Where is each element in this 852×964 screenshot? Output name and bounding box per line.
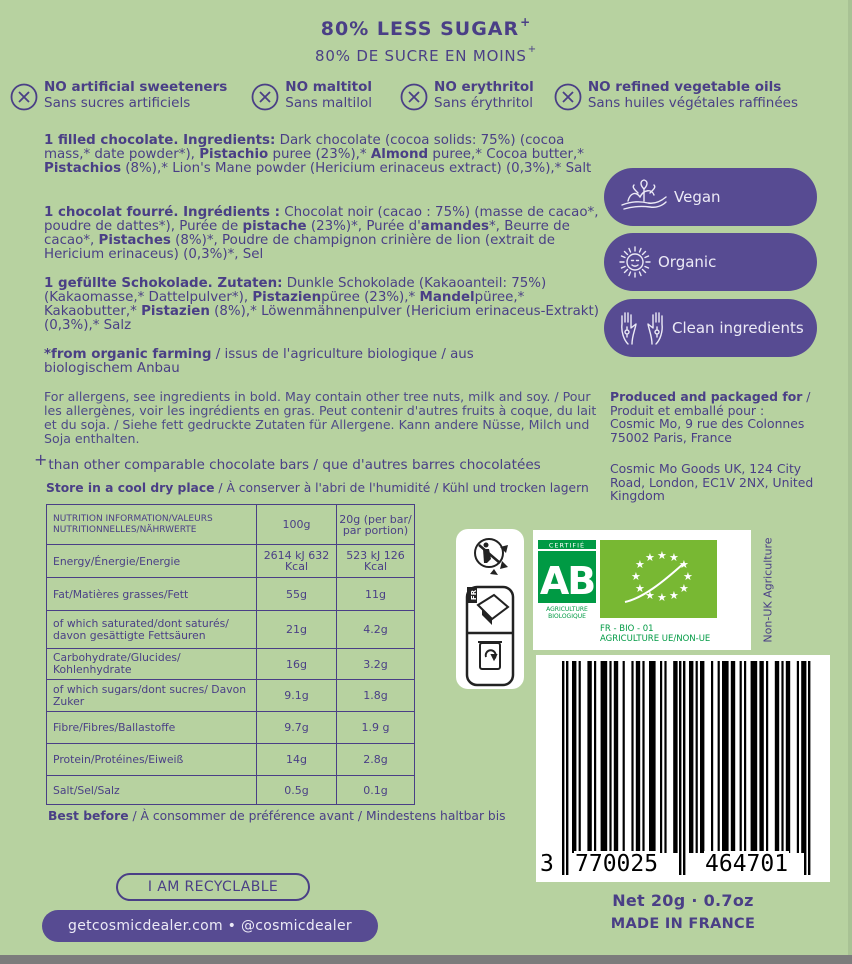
table-row	[47, 611, 415, 649]
non-uk-agriculture	[752, 530, 782, 650]
svg-text:★: ★	[657, 591, 667, 604]
ingredients-en: 1 filled chocolate. Ingredients: Dark chocolate (cocoa solids: 75%) (cocoa mass,* date powder*), Pistachio puree (23%),* Almond puree,* Cocoa butter,* Pistachios (8%),* Lion's Mane powder (Hericium erinaceus extract) (0,3%),* Salt	[44, 133, 592, 176]
table-row	[47, 545, 415, 578]
edge-strip	[848, 0, 852, 964]
nutrient-name: Protein/Protéines/Eiweiß	[47, 744, 257, 776]
nutrient-per100: 0.5g	[257, 776, 337, 805]
claim-bold: NO refined vegetable oils	[587, 79, 782, 95]
sparkle-icon: +	[520, 15, 532, 29]
nutrition-table	[46, 504, 415, 805]
nutrient-per20: 0.1g	[337, 776, 415, 805]
sparkle-icon: +	[527, 44, 537, 55]
package-icon	[478, 595, 508, 625]
table-row	[47, 680, 415, 712]
nutrient-name: Fat/Matières grasses/Fett	[47, 578, 257, 611]
comparison-note: +than other comparable chocolate bars / que d'autres barres chocolatées	[34, 450, 541, 473]
net-weight: Net 20g · 0.7oz	[612, 891, 754, 910]
table-row	[47, 578, 415, 611]
free-from-claims	[10, 79, 850, 111]
recycling-bin-icon	[478, 642, 502, 669]
cross-circle-icon	[251, 83, 279, 111]
website-link[interactable]: getcosmicdealer.com • @cosmicdealer	[42, 910, 378, 942]
storage-note: Store in a cool dry place / À conserver à l'abri de l'humidité / Kühl und trocken lagern	[46, 481, 589, 495]
nutrient-per20: 3.2g	[337, 649, 415, 680]
badge-clean-ingredients	[604, 299, 817, 357]
svg-text:★: ★	[679, 558, 689, 571]
svg-text:★: ★	[635, 558, 645, 571]
organic-code: FR - BIO - 01	[600, 624, 654, 634]
claim-subtitle: 80% DE SUCRE EN MOINS+	[315, 44, 537, 65]
svg-text:★: ★	[631, 570, 641, 583]
table-row	[47, 505, 415, 545]
allergen-note: For allergens, see ingredients in bold. May contain other tree nuts, milk and soy. / Pour les allergènes, voir les ingrédients en gras. Peut contenir d'autres fruits à coque, du lait et du soja. / Siehe fett gedruckte Zutaten für Allergene. Kann andere Nüsse, Milch und Soja enthalten.	[44, 389, 597, 446]
nutrient-per20: 2.8g	[337, 744, 415, 776]
nutrient-name: of which sugars/dont sucres/ Davon Zuker	[47, 680, 257, 712]
cross-circle-icon	[10, 83, 38, 111]
table-row	[47, 744, 415, 776]
nutrient-per100: 9.1g	[257, 680, 337, 712]
svg-text:★: ★	[645, 589, 655, 602]
table-row	[47, 649, 415, 680]
svg-text:★: ★	[657, 549, 667, 562]
barcode-digits-left: 770025	[575, 851, 659, 877]
cross-circle-icon	[554, 83, 582, 111]
nutrient-per100: 55g	[257, 578, 337, 611]
svg-text:★: ★	[645, 551, 655, 564]
table-row	[47, 712, 415, 744]
svg-text:★: ★	[669, 589, 679, 602]
nutrient-name: Fibre/Fibres/Ballastoffe	[47, 712, 257, 744]
nutrient-name: of which saturated/dont saturés/ davon gesättigte Fettsäuren	[47, 611, 257, 649]
badge-label: Vegan	[674, 188, 721, 206]
best-before: Best before / À consommer de préférence avant / Mindestens haltbar bis	[48, 809, 506, 823]
badge-label: Organic	[658, 253, 717, 271]
barcode-bars	[536, 655, 830, 882]
sparkle-icon: +	[34, 450, 48, 469]
badge-label: Clean ingredients	[672, 319, 804, 337]
hands-icon	[618, 310, 666, 346]
svg-text:★: ★	[683, 570, 693, 583]
bottom-edge	[0, 955, 852, 964]
claim-bold: NO artificial sweeteners	[44, 79, 228, 95]
nutrient-per20: 4.2g	[337, 611, 415, 649]
claim-item	[400, 79, 534, 111]
nutrient-per20: 11g	[337, 578, 415, 611]
nutrition-header-20g: 20g (per bar/ par portion)	[337, 505, 415, 545]
organic-origin: AGRICULTURE UE/NON-UE	[600, 634, 711, 644]
nutrient-per100: 9.7g	[257, 712, 337, 744]
recyclable-badge: I AM RECYCLABLE	[116, 873, 310, 901]
hand-plant-icon	[618, 179, 668, 215]
ingredients-fr: 1 chocolat fourré. Ingrédients : Chocolat noir (cacao : 75%) (masse de cacao*, poudre de dattes*), Purée de pistache (23%)*, Purée d'amandes*, Beurre de cacao*, Pistaches (8%)*, Poudre de champignon crinière de lion (extrait de Hericium erinaceus) (0,3%)*, Sel	[44, 205, 599, 262]
sun-face-icon	[618, 245, 652, 279]
non-uk-label: Non-UK Agriculture	[761, 537, 775, 643]
uk-address: Cosmic Mo Goods UK, 124 City Road, London, EC1V 2NX, United Kingdom	[610, 461, 814, 503]
barcode	[536, 655, 830, 882]
cross-circle-icon	[400, 83, 428, 111]
nutrition-header-100g: 100g	[257, 505, 337, 545]
nutrient-name: Salt/Sel/Salz	[47, 776, 257, 805]
organic-note: *from organic farming / issus de l'agriculture biologique / aus biologischem Anbau	[44, 347, 474, 376]
barcode-digits-right: 464701	[705, 851, 789, 877]
claim-item	[10, 79, 227, 111]
svg-text:BIOLOGIQUE: BIOLOGIQUE	[548, 613, 586, 620]
claim-sub: Sans maltilol	[285, 95, 372, 111]
svg-text:★: ★	[669, 551, 679, 564]
produced-for: Produced and packaged for / Produit et emballé pour : Cosmic Mo, 9 rue des Colonnes 75002 Paris, France	[610, 389, 811, 445]
svg-text:CERTIFIÉ: CERTIFIÉ	[548, 541, 586, 550]
claim-sub: Sans huiles végétales raffinées	[587, 95, 798, 111]
nutrient-per20: 1.9 g	[337, 712, 415, 744]
organic-certification	[533, 530, 751, 650]
ab-logo	[538, 540, 596, 620]
svg-text:AB: AB	[539, 559, 595, 603]
nutrient-name: Energy/Énergie/Energie	[47, 545, 257, 578]
badge-vegan	[604, 168, 817, 226]
made-in: MADE IN FRANCE	[610, 916, 756, 932]
nutrition-header-label: NUTRITION INFORMATION/VALEURS NUTRITIONNELLES/NÄHRWERTE	[47, 505, 257, 545]
claim-item	[554, 79, 798, 111]
svg-text:★: ★	[635, 582, 645, 595]
svg-text:AGRICULTURE: AGRICULTURE	[546, 606, 588, 613]
nutrient-per100: 16g	[257, 649, 337, 680]
claim-title: 80% LESS SUGAR+	[320, 15, 532, 40]
claim-bold: NO maltitol	[285, 79, 373, 95]
svg-text:★: ★	[679, 582, 689, 595]
barcode-digit-prefix: 3	[540, 851, 554, 877]
nutrient-name: Carbohydrate/Glucides/ Kohlenhydrate	[47, 649, 257, 680]
claim-sub: Sans érythritol	[434, 95, 534, 111]
nutrient-per100: 14g	[257, 744, 337, 776]
nutrient-per20: 1.8g	[337, 680, 415, 712]
eu-organic-leaf-logo	[600, 540, 717, 618]
table-row	[47, 776, 415, 805]
country-code: FR	[470, 589, 478, 601]
nutrient-per100: 21g	[257, 611, 337, 649]
claim-sub: Sans sucres artificiels	[44, 95, 191, 111]
nutrient-per20: 523 kJ 126 Kcal	[337, 545, 415, 578]
triman-logo	[456, 529, 524, 689]
badge-organic	[604, 233, 817, 291]
nutrient-per100: 2614 kJ 632 Kcal	[257, 545, 337, 578]
claim-item	[251, 79, 372, 111]
claim-bold: NO erythritol	[434, 79, 534, 95]
ingredients-de: 1 gefüllte Schokolade. Zutaten: Dunkle Schokolade (Kakaoanteil: 75%) (Kakaomasse,* Dattelpulver*), Pistazienpüree (23%),* Mandelpüree,* Kakaobutter,* Pistazien (8%),* Löwenmähnenpulver (Hericium erinaceus-Extrakt) (0,3%),* Salz	[44, 276, 600, 333]
